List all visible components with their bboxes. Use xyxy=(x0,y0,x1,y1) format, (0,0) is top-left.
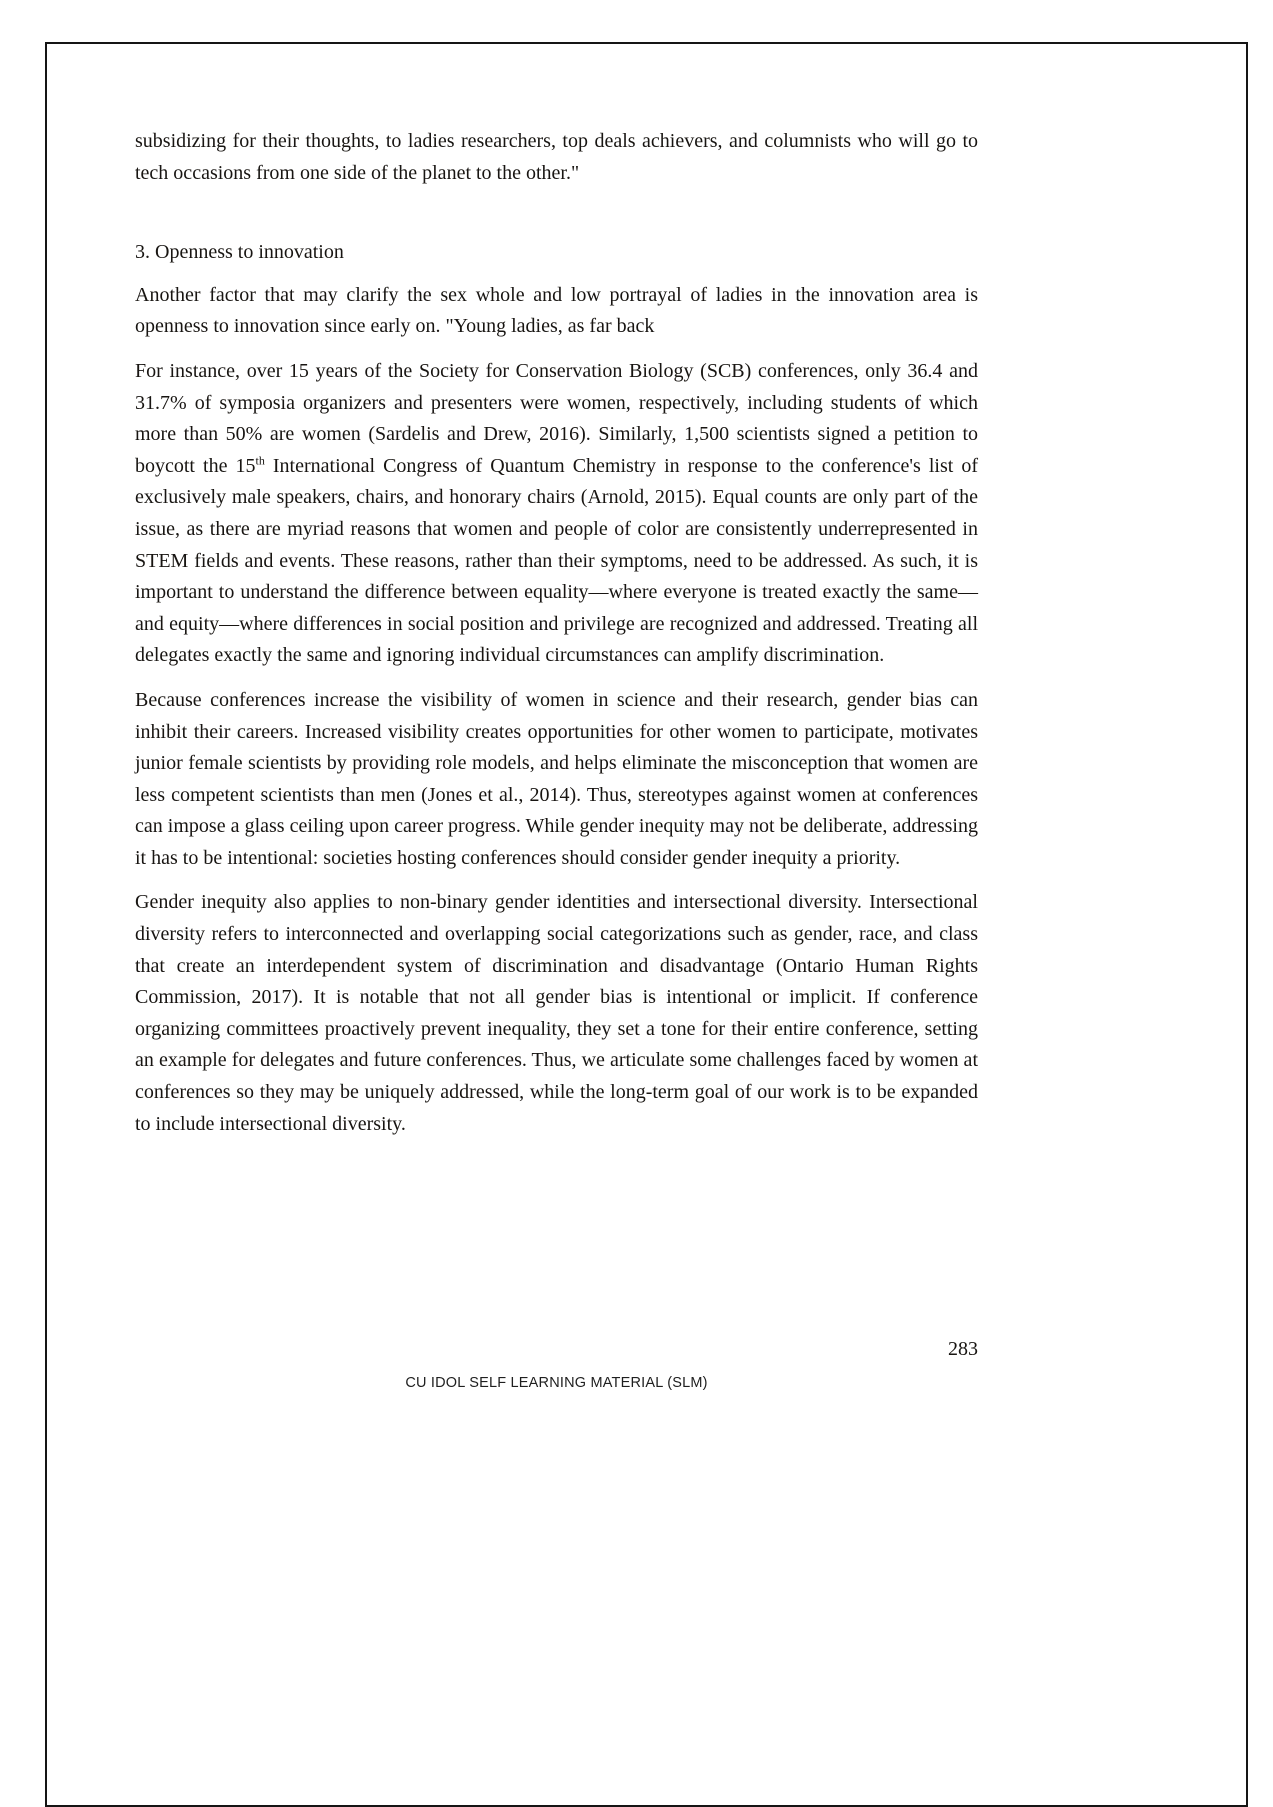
page-content xyxy=(135,126,978,1140)
paragraph-intersectional: Gender inequity also applies to non-binary gender identities and intersectional diversity. Intersectional diversity refers to interconnected and overlapping social categorizations such as gender, race, and class that create an interdependent system of discrimination and disadvantage (Ontario Human Rights Commission, 2017). It is notable that not all gender bias is intentional or implicit. If conference organizing committees proactively prevent inequality, they set a tone for their entire conference, setting an example for delegates and future conferences. Thus, we articulate some challenges faced by women at conferences so they may be uniquely addressed, while the long-term goal of our work is to be expanded to include intersectional diversity. xyxy=(135,891,978,1135)
paragraph-text-segment: International Congress of Quantum Chemistry in response to the conference's list of exclusively male speakers, chairs, and honorary chairs (Arnold, 2015). Equal counts are only part of the issue, as there are myriad reasons that women and people of color are consistently underrepresented in STEM fields and events. These reasons, rather than their symptoms, need to be addressed. As such, it is important to understand the difference between equality—where everyone is treated exactly the same—and equity—where differences in social position and privilege are recognized and addressed. Treating all delegates exactly the same and ignoring individual circumstances can amplify discrimination. xyxy=(135,454,978,667)
superscript-th: th xyxy=(255,453,265,468)
page-number: 283 xyxy=(948,1338,978,1360)
paragraph-visibility: Because conferences increase the visibility of women in science and their research, gender bias can inhibit their careers. Increased visibility creates opportunities for other women to participate, motivates junior female scientists by providing role models, and helps eliminate the misconception that women are less competent scientists than men (Jones et al., 2014). Thus, stereotypes against women at conferences can impose a glass ceiling upon career progress. While gender inequity may not be deliberate, addressing it has to be intentional: societies hosting conferences should consider gender inequity a priority. xyxy=(135,688,978,869)
footer-text: CU IDOL SELF LEARNING MATERIAL (SLM) xyxy=(405,1375,708,1391)
paragraph-continuation: subsidizing for their thoughts, to ladies researchers, top deals achievers, and columnists who will go to tech occasions from one side of the planet to the other." xyxy=(135,130,978,184)
paragraph-conferences-stats xyxy=(135,356,978,672)
paragraph-text-segment: For instance, over 15 years of the Society for Conservation Biology (SCB) conferences, only 36.4 and 31.7% of symposia organizers and presenters were women, respectively, including students of which more than 50% are women (Sardelis and Drew, 2016). Similarly, 1,500 scientists signed a petition to boycott the 15 xyxy=(135,359,978,477)
paragraph-openness: Another factor that may clarify the sex whole and low portrayal of ladies in the innovation area is openness to innovation since early on. "Young ladies, as far back xyxy=(135,283,978,338)
section-heading: 3. Openness to innovation xyxy=(135,241,344,264)
